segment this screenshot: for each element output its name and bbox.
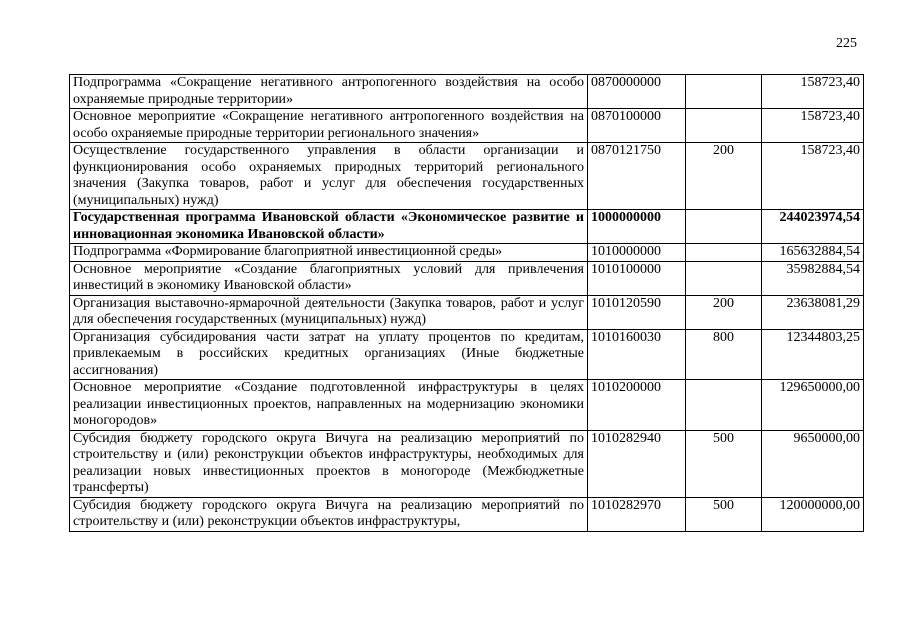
row-name-cell: Подпрограмма «Сокращение негативного антропогенного воздействия на особо охраняемые природные территории» xyxy=(70,75,588,109)
budget-table-body xyxy=(70,75,864,532)
row-name-cell: Организация выставочно-ярмарочной деятельности (Закупка товаров, работ и услуг для обеспечения государственных (муниципальных) нужд) xyxy=(70,295,588,329)
row-code-cell: 1010000000 xyxy=(588,244,686,262)
row-name-cell: Основное мероприятие «Создание благоприятных условий для привлечения инвестиций в экономику Ивановской области» xyxy=(70,261,588,295)
table-row xyxy=(70,430,864,497)
row-sum-cell: 35982884,54 xyxy=(762,261,864,295)
row-expense-type-cell xyxy=(686,244,762,262)
row-name-cell: Государственная программа Ивановской области «Экономическое развитие и инновационная экономика Ивановской области» xyxy=(70,210,588,244)
row-name-cell: Субсидия бюджету городского округа Вичуга на реализацию мероприятий по строительству и (или) реконструкции объектов инфраструктуры, xyxy=(70,497,588,531)
row-sum-cell: 165632884,54 xyxy=(762,244,864,262)
row-code-cell: 1010282970 xyxy=(588,497,686,531)
table-row xyxy=(70,143,864,210)
table-row xyxy=(70,329,864,380)
row-sum-cell: 120000000,00 xyxy=(762,497,864,531)
table-row xyxy=(70,109,864,143)
table-row xyxy=(70,497,864,531)
row-sum-cell: 158723,40 xyxy=(762,75,864,109)
row-expense-type-cell xyxy=(686,380,762,431)
row-code-cell: 1010200000 xyxy=(588,380,686,431)
page-number: 225 xyxy=(836,36,857,51)
table-row xyxy=(70,295,864,329)
row-expense-type-cell xyxy=(686,109,762,143)
row-code-cell: 1010120590 xyxy=(588,295,686,329)
row-expense-type-cell: 500 xyxy=(686,497,762,531)
table-row xyxy=(70,261,864,295)
table-row xyxy=(70,380,864,431)
row-expense-type-cell: 200 xyxy=(686,143,762,210)
row-sum-cell: 12344803,25 xyxy=(762,329,864,380)
row-code-cell: 0870000000 xyxy=(588,75,686,109)
row-expense-type-cell: 500 xyxy=(686,430,762,497)
row-code-cell: 1010160030 xyxy=(588,329,686,380)
row-code-cell: 1010282940 xyxy=(588,430,686,497)
row-sum-cell: 129650000,00 xyxy=(762,380,864,431)
row-expense-type-cell xyxy=(686,210,762,244)
row-name-cell: Основное мероприятие «Создание подготовленной инфраструктуры в целях реализации инвестиционных проектов, направленных на модернизацию экономики моногородов» xyxy=(70,380,588,431)
row-name-cell: Субсидия бюджету городского округа Вичуга на реализацию мероприятий по строительству и (или) реконструкции объектов инфраструктуры, необходимых для реализации новых инвестиционных проектов в моногороде (Межбюджетные трансферты) xyxy=(70,430,588,497)
row-name-cell: Организация субсидирования части затрат на уплату процентов по кредитам, привлекаемым в российских кредитных организациях (Иные бюджетные ассигнования) xyxy=(70,329,588,380)
row-sum-cell: 158723,40 xyxy=(762,109,864,143)
row-expense-type-cell: 800 xyxy=(686,329,762,380)
row-sum-cell: 23638081,29 xyxy=(762,295,864,329)
row-name-cell: Основное мероприятие «Сокращение негативного антропогенного воздействия на особо охраняемые природные территории регионального значения» xyxy=(70,109,588,143)
row-code-cell: 1010100000 xyxy=(588,261,686,295)
row-sum-cell: 158723,40 xyxy=(762,143,864,210)
row-name-cell: Подпрограмма «Формирование благоприятной инвестиционной среды» xyxy=(70,244,588,262)
row-sum-cell: 9650000,00 xyxy=(762,430,864,497)
row-expense-type-cell xyxy=(686,261,762,295)
budget-table xyxy=(69,74,864,532)
row-code-cell: 0870100000 xyxy=(588,109,686,143)
row-sum-cell: 244023974,54 xyxy=(762,210,864,244)
table-row xyxy=(70,75,864,109)
row-code-cell: 0870121750 xyxy=(588,143,686,210)
row-expense-type-cell xyxy=(686,75,762,109)
table-row xyxy=(70,210,864,244)
table-row xyxy=(70,244,864,262)
row-name-cell: Осуществление государственного управления в области организации и функционирования особо охраняемых природных территорий регионального значения (Закупка товаров, работ и услуг для обеспечения государственных (муниципальных) нужд) xyxy=(70,143,588,210)
row-code-cell: 1000000000 xyxy=(588,210,686,244)
row-expense-type-cell: 200 xyxy=(686,295,762,329)
